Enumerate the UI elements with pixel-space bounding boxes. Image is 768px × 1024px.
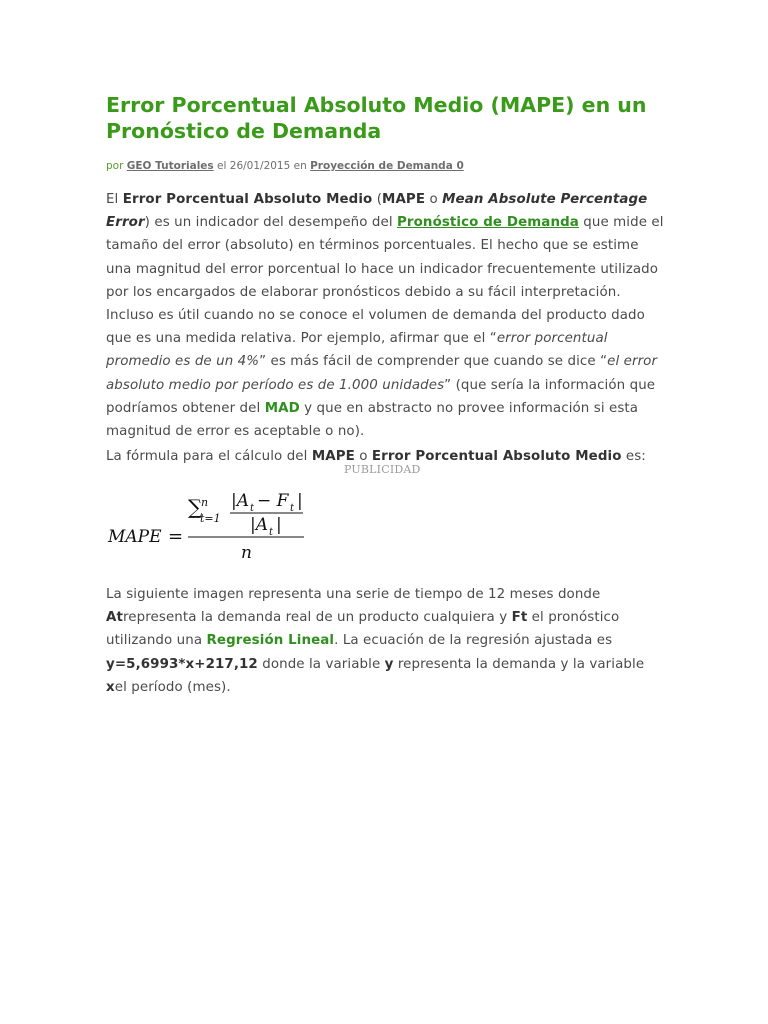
formula-equals: =: [168, 526, 184, 547]
text: o: [354, 449, 372, 464]
text: ” es más fácil de comprender que cuando se dice “: [259, 354, 608, 370]
text: el pronóstico utilizando una: [106, 610, 620, 649]
formula-num-bar: |: [297, 491, 303, 511]
formula-den-a: |A: [250, 515, 269, 535]
formula-denominator: n: [241, 543, 252, 563]
bold-term: MAPE: [382, 192, 426, 207]
text: que mide el tamaño del error (absoluto) en términos porcentuales. El hecho que se estime una magnitud del error porcentual lo hace un indicador frecuentemente utilizado por los encargados de elaborar pronósticos debido a su fácil interpretación. Incluso es útil cuando no se conoce el volumen de demanda del producto dado que es una medida relativa. Por ejemplo, afirmar que el “: [106, 215, 664, 347]
formula-sub: t=1: [200, 512, 221, 525]
bold-term: MAPE: [311, 449, 355, 464]
text: La siguiente imagen representa una serie de tiempo de 12 meses donde: [106, 587, 601, 602]
advertisement-label: PUBLICIDAD: [344, 463, 421, 476]
pronostico-demanda-link[interactable]: Pronóstico de Demanda: [397, 215, 579, 231]
category-link[interactable]: Proyección de Demanda 0: [310, 160, 464, 172]
italic-term: Mean Absolute Percentage Error: [106, 192, 648, 231]
formula-num-a: |A: [231, 491, 250, 511]
bold-term: x: [106, 679, 115, 695]
text: o: [425, 192, 443, 207]
meta-category-label: en: [293, 160, 307, 172]
meta-date-label: el: [217, 160, 227, 172]
text: ” (que sería la información que podríamos obtener del: [106, 377, 656, 416]
bold-term: At: [106, 610, 123, 626]
formula-den-bar: |: [276, 515, 282, 535]
mad-link[interactable]: MAD: [264, 400, 300, 416]
mape-formula: [104, 480, 324, 566]
text: (: [372, 192, 383, 207]
bold-term: y: [384, 656, 394, 672]
formula-lhs: MAPE: [108, 527, 162, 547]
bold-term: Error Porcentual Absoluto Medio: [371, 449, 622, 464]
text: La fórmula para el cálculo del: [106, 449, 312, 464]
formula-sigma: ∑: [188, 495, 203, 519]
formula-num-sub: t: [250, 503, 255, 514]
article-title: Error Porcentual Absoluto Medio (MAPE) en un Pronóstico de Demanda: [106, 93, 647, 143]
bold-term: Ft: [511, 610, 528, 626]
formula-num-f: − F: [257, 491, 289, 511]
italic-quote: el error absoluto medio por período es de 1.000 unidades: [106, 354, 658, 393]
text: El: [106, 192, 123, 207]
text: ) es un indicador del desempeño del: [144, 215, 398, 231]
text: donde la variable: [257, 656, 385, 672]
formula-den-sub: t: [269, 527, 274, 538]
formula-sup: n: [201, 496, 209, 509]
italic-quote: error porcentual promedio es de un 4%: [106, 331, 608, 370]
post-date: 26/01/2015: [229, 160, 291, 172]
regresion-lineal-link[interactable]: Regresión Lineal: [206, 633, 335, 649]
regression-equation: y=5,6993*x+217,12: [106, 656, 258, 672]
formula-num-sub2: t: [290, 503, 295, 514]
text: y que en abstracto no provee información si esta magnitud de error es aceptable o no).: [106, 400, 639, 440]
intro-paragraph: [106, 188, 666, 443]
bold-term: Error Porcentual Absoluto Medio: [122, 192, 373, 207]
text: . La ecuación de la regresión ajustada es: [334, 633, 613, 649]
author-link[interactable]: GEO Tutoriales: [126, 160, 214, 172]
meta-by-label: por: [106, 160, 124, 172]
regression-paragraph: [106, 583, 666, 699]
text: es:: [621, 449, 646, 464]
text: representa la demanda real de un producto cualquiera y: [122, 610, 512, 626]
post-meta: [106, 160, 464, 172]
text: representa la demanda y la variable: [393, 656, 645, 672]
text: el período (mes).: [114, 679, 231, 695]
